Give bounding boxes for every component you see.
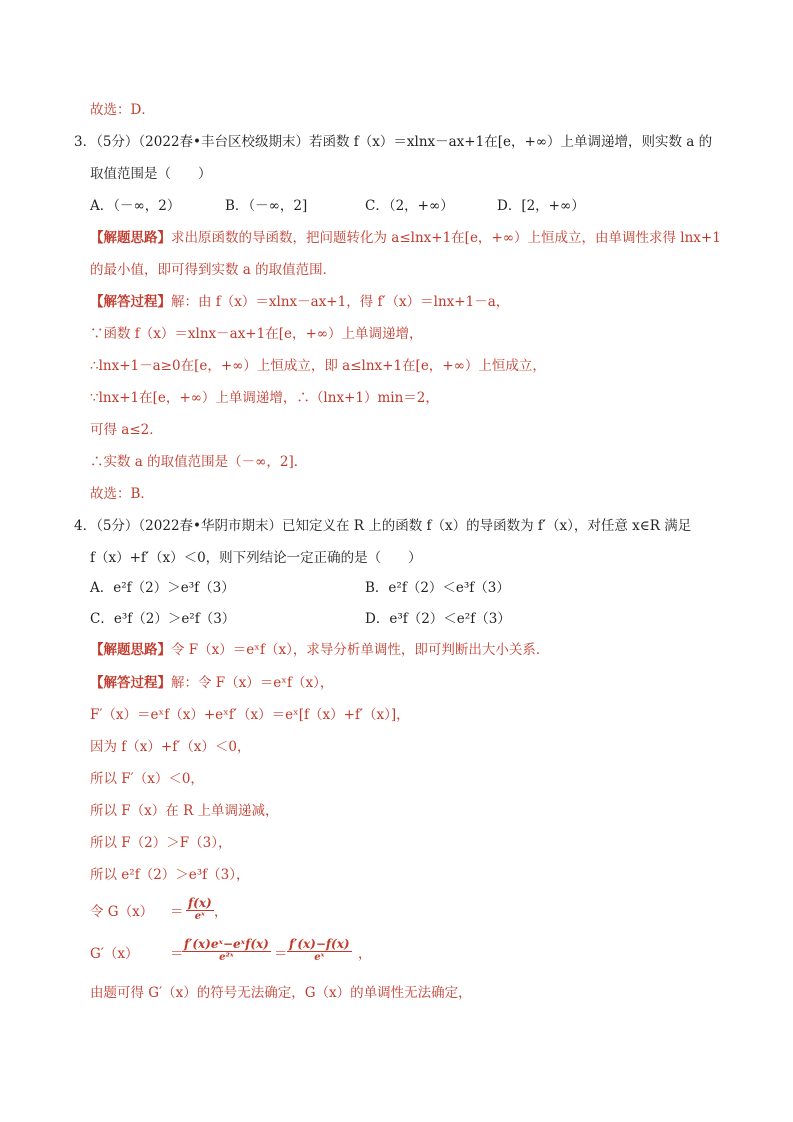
q3-sol-line4: ∵lnx+1在[e，+∞）上单调递增，∴（lnx+1）min＝2， — [90, 390, 439, 406]
q4-stem-line2: f（x）+f′（x）＜0，则下列结论一定正确的是（ ） — [90, 550, 422, 566]
q4-sol-line1: 解：令 F（x）＝eˣf（x）， — [171, 675, 334, 691]
gprime-denominator-2: eˣ — [314, 952, 325, 963]
q3-sol-line2: ∵函数 f（x）＝xlnx－ax+1在[e，+∞）上单调递增， — [90, 326, 423, 342]
q3-idea-text: 求出原函数的导函数，把问题转化为 a≤lnx+1在[e，+∞）上恒成立，由单调性求得 lnx+1 — [171, 230, 721, 246]
q3-option-a: A．（－∞，2） — [90, 198, 181, 214]
g-numerator: f(x) — [188, 896, 212, 910]
g-denominator: eˣ — [194, 911, 205, 922]
q4-sol-line6: 所以 F（2）＞F（3）， — [90, 835, 232, 851]
q3-option-c: C．（2，+∞） — [365, 198, 454, 214]
q4-sol-last: 由题可得 G′（x）的符号无法确定，G（x）的单调性无法确定， — [90, 985, 472, 1001]
idea-tag: 【解题思路】 — [90, 230, 171, 246]
comma: ， — [358, 946, 372, 962]
equals-sign: ＝ — [170, 946, 184, 962]
gprime-fraction-2 — [287, 937, 352, 964]
solution-tag: 【解答过程】 — [90, 294, 171, 310]
q4-option-c: C．e³f（2）＞e²f（3） — [90, 611, 236, 627]
gprime-numerator-2: f′(x)−f(x) — [289, 937, 350, 951]
q3-idea-line2: 的最小值，即可得到实数 a 的取值范围． — [90, 262, 337, 278]
q3-stem-line2: 取值范围是（ ） — [90, 166, 212, 182]
q4-option-b: B．e²f（2）＜e³f（3） — [365, 580, 510, 596]
q4-idea — [90, 640, 549, 660]
q3-idea — [90, 228, 721, 248]
comma: ， — [214, 904, 228, 920]
q4-stem-line1: 4．（5分）（2022春•华阴市期末）已知定义在 R 上的函数 f（x）的导函数为 f′（x），对任意 x∈R 满足 — [74, 518, 692, 534]
answer-q3: 故选：B． — [90, 486, 154, 502]
q4-sol-line3: 因为 f（x）+f′（x）＜0， — [90, 739, 251, 755]
q3-sol-line3: ∴lnx+1－a≥0在[e，+∞）上恒成立，即 a≤lnx+1在[e，+∞）上恒成立， — [90, 358, 546, 374]
q4-option-d: D．e³f（2）＜e²f（3） — [365, 611, 511, 627]
solution-tag: 【解答过程】 — [90, 675, 171, 691]
q3-option-b: B．（－∞，2] — [225, 198, 308, 214]
q3-sol-line1: 解：由 f（x）＝xlnx－ax+1，得 f′（x）＝lnx+1－a， — [171, 294, 510, 310]
equals-sign: ＝ — [170, 904, 184, 920]
q3-sol-line5: 可得 a≤2． — [90, 422, 163, 438]
answer-q2: 故选：D． — [90, 102, 155, 118]
q4-solution — [90, 673, 333, 693]
q4-idea-text: 令 F（x）＝eˣf（x），求导分析单调性，即可判断出大小关系． — [171, 642, 550, 658]
q3-solution — [90, 292, 509, 312]
q4-sol-line2: F′（x）＝eˣf（x）+eˣf′（x）＝eˣ[f（x）+f′（x）]， — [90, 707, 410, 723]
gprime-denominator-1: e²ˣ — [219, 952, 234, 963]
q4-sol-line7: 所以 e²f（2）＞e³f（3）， — [90, 867, 250, 883]
q4-sol-line4: 所以 F′（x）＜0， — [90, 771, 204, 787]
gprime-fraction-1 — [182, 937, 271, 964]
q3-stem-line1: 3．（5分）（2022春•丰台区校级期末）若函数 f（x）＝xlnx－ax+1在[e，+∞）上单调递增，则实数 a 的 — [74, 134, 713, 150]
q4-sol-gprime-label: G′（x） — [90, 946, 139, 962]
gprime-numerator-1: f′(x)eˣ−eˣf(x) — [184, 937, 269, 951]
equals-sign: ＝ — [274, 946, 288, 962]
q3-sol-line6: ∴实数 a 的取值范围是（－∞，2]． — [90, 454, 308, 470]
g-fraction — [186, 896, 214, 923]
idea-tag: 【解题思路】 — [90, 642, 171, 658]
q4-sol-g-label: 令 G（x） — [90, 904, 154, 920]
q4-option-a: A．e²f（2）＞e³f（3） — [90, 580, 235, 596]
q3-option-d: D．[2，+∞） — [497, 198, 585, 214]
q4-sol-line5: 所以 F（x）在 R 上单调递减， — [90, 803, 279, 819]
